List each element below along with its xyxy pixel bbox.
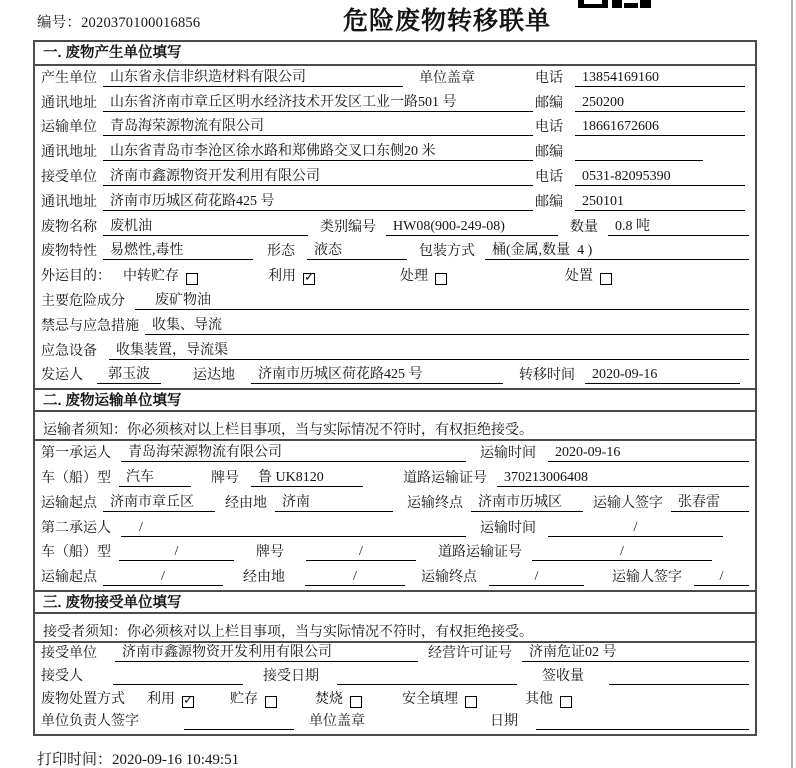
receiver-value: 济南市鑫源物资开发利用有限公司 bbox=[103, 168, 533, 186]
accept-date-value bbox=[337, 684, 517, 685]
row-purpose bbox=[35, 264, 755, 289]
row-transporter-address bbox=[35, 140, 755, 165]
route1-start-label: 运输起点 bbox=[41, 495, 97, 511]
doc-number-value: 2020370100016856 bbox=[81, 15, 201, 31]
transporter-zip-group bbox=[535, 144, 749, 161]
receiver-label: 接受单位 bbox=[41, 169, 97, 185]
receiver-phone-group bbox=[535, 168, 749, 186]
waste-qty-value: 0.8 吨 bbox=[608, 218, 749, 236]
waste-props-label: 废物特性 bbox=[41, 244, 97, 260]
purpose-option-treat bbox=[400, 268, 447, 285]
waste-name-value: 废机油 bbox=[103, 218, 308, 236]
hazard-value: 废矿物油 bbox=[135, 292, 749, 310]
sign-date-value bbox=[536, 729, 749, 730]
row-producer bbox=[35, 66, 755, 91]
carrier1-value: 青岛海荣源物流有限公司 bbox=[121, 444, 466, 462]
transporter-phone-value: 18661672606 bbox=[575, 118, 745, 136]
route1-sign-label: 运输人签字 bbox=[593, 495, 663, 511]
row-carrier1 bbox=[35, 441, 755, 466]
emergency-measures-label: 禁忌与应急措施 bbox=[41, 318, 139, 334]
vehicle2-value: / bbox=[119, 543, 234, 561]
receiver-phone-value: 0531-82095390 bbox=[575, 168, 745, 186]
transporter-phone-group bbox=[535, 118, 749, 136]
transporter-zip-value bbox=[575, 160, 703, 161]
permit1-value: 370213006408 bbox=[497, 469, 749, 487]
carrier1-time-label: 运输时间 bbox=[480, 446, 536, 462]
receiver-address-label: 通讯地址 bbox=[41, 194, 97, 210]
transporter-zip-label: 邮编 bbox=[535, 145, 563, 161]
carrier2-label: 第二承运人 bbox=[41, 520, 111, 536]
producer-zip-value: 250200 bbox=[575, 94, 745, 112]
producer-address-label: 通讯地址 bbox=[41, 95, 97, 111]
disposal-option-burn bbox=[315, 691, 362, 708]
row-transporter bbox=[35, 116, 755, 141]
transfer-time-value: 2020-09-16 bbox=[585, 366, 740, 384]
route2-start-label: 运输起点 bbox=[41, 570, 97, 586]
doc-number-label: 编号： bbox=[37, 15, 82, 31]
route2-end-label: 运输终点 bbox=[421, 570, 477, 586]
carrier2-time-value: / bbox=[548, 519, 723, 537]
carrier1-time-value: 2020-09-16 bbox=[548, 444, 749, 462]
page-edge-line bbox=[791, 0, 793, 768]
shipper-label: 发运人 bbox=[41, 368, 83, 384]
purpose-option-transfer-checkbox bbox=[186, 273, 198, 285]
permit1-label: 道路运输证号 bbox=[403, 470, 487, 486]
disposal-option-other-label: 其他 bbox=[525, 691, 553, 707]
route1-sign-value: 张春雷 bbox=[671, 494, 749, 512]
disposal-option-store bbox=[230, 691, 277, 708]
acceptor-label: 接受人 bbox=[41, 668, 83, 684]
unit-seal-label: 单位盖章 bbox=[309, 714, 365, 730]
plate1-value: 鲁 UK8120 bbox=[251, 469, 363, 487]
disposal-option-use bbox=[147, 691, 194, 708]
waste-pack-label: 包装方式 bbox=[419, 244, 475, 260]
row-signature bbox=[35, 712, 755, 735]
purpose-option-transfer bbox=[123, 268, 198, 285]
transporter-notice: 运输者须知：你必须核对以上栏目事项，当与实际情况不符时，有权拒绝接受。 bbox=[35, 412, 755, 441]
row-producer-address bbox=[35, 91, 755, 116]
purpose-option-use-label: 利用 bbox=[268, 269, 296, 285]
license-value: 济南危证02 号 bbox=[522, 644, 749, 662]
disposal-option-store-label: 贮存 bbox=[230, 691, 258, 707]
responsible-sign-label: 单位负责人签字 bbox=[41, 714, 139, 730]
route2-via-label: 经由地 bbox=[243, 570, 285, 586]
row-carrier2 bbox=[35, 516, 755, 541]
producer-phone-group bbox=[535, 69, 749, 87]
row-vehicle1 bbox=[35, 466, 755, 491]
disposal-option-use-checkbox bbox=[182, 696, 194, 708]
print-time bbox=[37, 748, 239, 768]
row-receiver-address bbox=[35, 190, 755, 215]
carrier2-time-label: 运输时间 bbox=[480, 520, 536, 536]
row-vehicle2 bbox=[35, 541, 755, 566]
emergency-equipment-value: 收集装置，导流渠 bbox=[109, 342, 749, 360]
section-transporter bbox=[35, 388, 755, 590]
route1-via-label: 经由地 bbox=[225, 495, 267, 511]
purpose-option-dispose-checkbox bbox=[600, 273, 612, 285]
waste-qty-label: 数量 bbox=[570, 219, 598, 235]
transporter-phone-label: 电话 bbox=[535, 120, 563, 136]
waste-form-label: 形态 bbox=[267, 244, 295, 260]
emergency-measures-value: 收集、导流 bbox=[145, 317, 749, 335]
route2-sign-label: 运输人签字 bbox=[612, 570, 682, 586]
producer-seal-label: 单位盖章 bbox=[419, 70, 475, 86]
route2-start-value: / bbox=[103, 568, 223, 586]
plate1-label: 牌号 bbox=[211, 470, 239, 486]
shipper-dest-label: 运达地 bbox=[193, 368, 235, 384]
producer-address-value: 山东省济南市章丘区明水经济技术开发区工业一路501 号 bbox=[103, 94, 533, 112]
row-receive-unit bbox=[35, 643, 755, 666]
receiver-zip-group bbox=[535, 193, 749, 211]
waste-name-label: 废物名称 bbox=[41, 219, 97, 235]
qr-code-fragment-icon bbox=[578, 0, 652, 10]
purpose-option-treat-label: 处理 bbox=[400, 269, 428, 285]
receive-unit-value: 济南市鑫源物资开发利用有限公司 bbox=[115, 644, 418, 662]
route1-via-value: 济南 bbox=[275, 494, 393, 512]
permit2-label: 道路运输证号 bbox=[438, 545, 522, 561]
route2-end-value: / bbox=[489, 568, 584, 586]
accept-date-label: 接受日期 bbox=[263, 668, 319, 684]
section-producer bbox=[35, 42, 755, 388]
waste-pack-value: 桶(金属,数量 4 ) bbox=[485, 242, 749, 260]
permit2-value: / bbox=[532, 543, 712, 561]
hazard-label: 主要危险成分 bbox=[41, 293, 125, 309]
route1-end-label: 运输终点 bbox=[407, 495, 463, 511]
signed-qty-label: 签收量 bbox=[542, 668, 584, 684]
row-hazard bbox=[35, 289, 755, 314]
disposal-label: 废物处置方式 bbox=[41, 691, 125, 707]
vehicle1-value: 汽车 bbox=[119, 469, 191, 487]
purpose-option-use bbox=[268, 268, 315, 285]
transporter-address-value: 山东省青岛市李沧区徐水路和郑佛路交叉口东侧20 米 bbox=[103, 143, 533, 161]
emergency-equipment-label: 应急设备 bbox=[41, 343, 97, 359]
row-waste-name bbox=[35, 215, 755, 240]
route2-sign-value: / bbox=[694, 568, 749, 586]
receiver-zip-label: 邮编 bbox=[535, 194, 563, 210]
purpose-option-use-checkbox bbox=[303, 273, 315, 285]
purpose-option-treat-checkbox bbox=[435, 273, 447, 285]
shipper-value: 郭玉波 bbox=[97, 366, 161, 384]
disposal-option-burn-label: 焚烧 bbox=[315, 691, 343, 707]
section3-header: 三. 废物接受单位填写 bbox=[35, 590, 755, 614]
section-receiver bbox=[35, 590, 755, 734]
route1-end-value: 济南市历城区 bbox=[471, 494, 583, 512]
producer-value: 山东省永信非织造材料有限公司 bbox=[103, 69, 403, 87]
purpose-label: 外运目的： bbox=[41, 269, 111, 285]
row-receiver bbox=[35, 165, 755, 190]
route1-start-value: 济南市章丘区 bbox=[103, 494, 215, 512]
row-emergency-measures bbox=[35, 314, 755, 339]
producer-label: 产生单位 bbox=[41, 70, 97, 86]
purpose-option-transfer-label: 中转贮存 bbox=[123, 269, 179, 285]
producer-phone-value: 13854169160 bbox=[575, 69, 745, 87]
vehicle1-label: 车（船）型 bbox=[41, 470, 111, 486]
row-shipper bbox=[35, 364, 755, 389]
row-route1 bbox=[35, 491, 755, 516]
page-title: 危险废物转移联单 bbox=[342, 7, 551, 35]
receiver-address-value: 济南市历城区荷花路425 号 bbox=[103, 193, 533, 211]
plate2-value: / bbox=[306, 543, 416, 561]
waste-form-value: 液态 bbox=[307, 242, 407, 260]
responsible-sign-value bbox=[184, 729, 294, 730]
sign-date-label: 日期 bbox=[490, 714, 518, 730]
receiver-phone-label: 电话 bbox=[535, 169, 563, 185]
transporter-label: 运输单位 bbox=[41, 120, 97, 136]
producer-phone-label: 电话 bbox=[535, 70, 563, 86]
disposal-option-other-checkbox bbox=[560, 696, 572, 708]
row-acceptor bbox=[35, 666, 755, 689]
signed-qty-value bbox=[609, 684, 749, 685]
waste-category-value: HW08(900-249-08) bbox=[386, 218, 558, 236]
carrier1-label: 第一承运人 bbox=[41, 446, 111, 462]
producer-zip-group bbox=[535, 94, 749, 112]
carrier2-value: / bbox=[121, 519, 466, 537]
transporter-value: 青岛海荣源物流有限公司 bbox=[103, 118, 533, 136]
disposal-option-use-label: 利用 bbox=[147, 691, 175, 707]
license-label: 经营许可证号 bbox=[428, 645, 512, 661]
shipper-dest-value: 济南市历城区荷花路425 号 bbox=[251, 366, 503, 384]
disposal-option-other bbox=[525, 691, 572, 708]
transporter-address-label: 通讯地址 bbox=[41, 145, 97, 161]
receiver-notice: 接受者须知：你必须核对以上栏目事项，当与实际情况不符时，有权拒绝接受。 bbox=[35, 614, 755, 643]
receiver-zip-value: 250101 bbox=[575, 193, 745, 211]
disposal-option-store-checkbox bbox=[265, 696, 277, 708]
disposal-option-landfill bbox=[402, 691, 477, 708]
waste-category-label: 类别编号 bbox=[320, 219, 376, 235]
transfer-time-label: 转移时间 bbox=[519, 368, 575, 384]
acceptor-value bbox=[113, 684, 243, 685]
row-emergency-equipment bbox=[35, 339, 755, 364]
section2-header: 二. 废物运输单位填写 bbox=[35, 388, 755, 412]
row-disposal bbox=[35, 689, 755, 712]
print-time-value: 2020-09-16 10:49:51 bbox=[112, 752, 240, 768]
route2-via-value: / bbox=[305, 568, 405, 586]
waste-props-value: 易燃性,毒性 bbox=[103, 242, 253, 260]
row-route2 bbox=[35, 565, 755, 590]
purpose-option-dispose bbox=[565, 268, 612, 285]
vehicle2-label: 车（船）型 bbox=[41, 545, 111, 561]
producer-zip-label: 邮编 bbox=[535, 95, 563, 111]
manifest-table bbox=[33, 40, 757, 736]
disposal-option-burn-checkbox bbox=[350, 696, 362, 708]
print-time-label: 打印时间： bbox=[37, 752, 113, 768]
disposal-option-landfill-checkbox bbox=[465, 696, 477, 708]
section1-header: 一. 废物产生单位填写 bbox=[35, 42, 755, 66]
disposal-option-landfill-label: 安全填埋 bbox=[402, 691, 458, 707]
receive-unit-label: 接受单位 bbox=[41, 645, 97, 661]
purpose-option-dispose-label: 处置 bbox=[565, 269, 593, 285]
row-waste-props bbox=[35, 240, 755, 265]
plate2-label: 牌号 bbox=[256, 545, 284, 561]
